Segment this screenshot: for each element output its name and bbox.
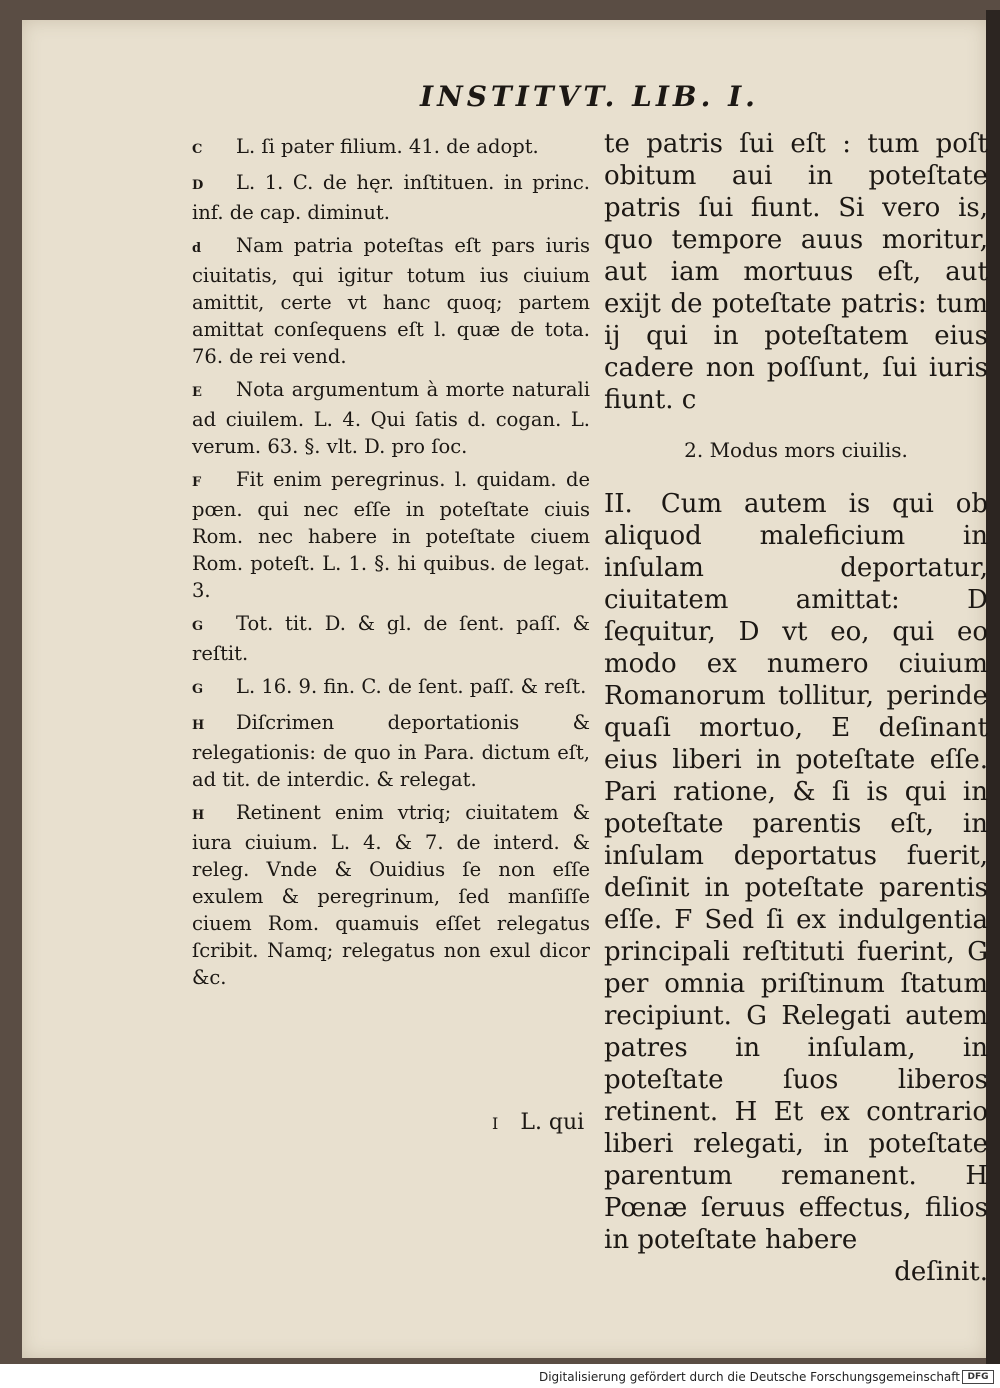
marginal-note bbox=[192, 709, 590, 793]
catchword-text: L. qui bbox=[520, 1110, 585, 1135]
paragraph-number: II. bbox=[604, 489, 633, 519]
dfg-logo: DFG bbox=[962, 1370, 994, 1384]
note-text: Nota argumentum à morte naturali ad ciuilem. L. 4. Qui ſatis d. cogan. L. verum. 63. §. vlt. D. pro ſoc. bbox=[192, 378, 590, 458]
paragraph-2-text: Cum autem is qui ob aliquod maleficium in inſulam deportatur, ciuitatem amittat: D ſequitur, D vt eo, qui eo modo ex numero ciuium Romanorum tollitur, perinde quaſi mortuo, E deſinant eius liberi in poteſtate eſſe. Pari ratione, & ſi is qui in poteſtate parentis eſt, in inſulam deportatus fuerit, deſinit in poteſtate parentis eſſe. F Sed ſi ex indulgentia principali reſtituti fuerint, G per omnia priſtinum ſtatum recipiunt. G Relegati autem patres in inſulam, in poteſtate ſuos liberos retinent. H Et ex contrario liberi relegati, in poteſtate parentum remanent. H Pœnæ ſeruus effectus, filios in poteſtate habere bbox=[604, 489, 988, 1255]
note-text: L. ſi pater filium. 41. de adopt. bbox=[236, 135, 539, 158]
main-text-column bbox=[604, 128, 988, 1288]
note-text: L. 16. 9. fin. C. de ſent. paſſ. & reſt. bbox=[236, 675, 587, 698]
marginal-note bbox=[192, 232, 590, 370]
note-text: L. 1. C. de hęr. inſtituen. in princ. inf. de cap. diminut. bbox=[192, 171, 590, 224]
running-head: INSTITVT. LIB. I. bbox=[420, 80, 759, 113]
marginal-note bbox=[192, 133, 590, 163]
marginal-note bbox=[192, 376, 590, 460]
note-text: Nam patria poteſtas eſt pars iuris ciuitatis, qui igitur totum ius ciuium amittit, certe vt hanc quoq; partem amittat conſequens eſt l. quæ de tota. 76. de rei vend. bbox=[192, 234, 590, 368]
marginal-note bbox=[192, 673, 590, 703]
marginal-note bbox=[192, 466, 590, 604]
note-marker: E bbox=[192, 385, 202, 400]
catchword bbox=[492, 1110, 584, 1135]
page-edge bbox=[986, 10, 1000, 1364]
signature-mark: I bbox=[492, 1114, 499, 1133]
notes-column bbox=[192, 133, 590, 997]
note-text: Diſcrimen deportationis & relegationis: de quo in Para. dictum eſt, ad tit. de interdic. & relegat. bbox=[192, 711, 590, 791]
main-paragraph-2 bbox=[604, 488, 988, 1256]
note-marker: D bbox=[192, 178, 204, 193]
marginal-note bbox=[192, 610, 590, 667]
main-paragraph-1: te patris ſui eſt : tum poſt obitum aui in poteſtate patris ſui fiunt. Si vero is, quo tempore auus moritur, aut iam mortuus eſt, aut exijt de poteſtate patris: tum ij qui in poteſtatem eius cadere non poſſunt, ſui iuris fiunt. c bbox=[604, 129, 988, 415]
section-subheading: 2. Modus mors ciuilis. bbox=[684, 438, 908, 462]
note-marker: G bbox=[192, 619, 204, 634]
note-marker: G bbox=[192, 682, 204, 697]
marginal-note bbox=[192, 799, 590, 991]
note-marker: H bbox=[192, 808, 205, 823]
note-text: Retinent enim vtriq; ciuitatem & iura ciuium. L. 4. & 7. de interd. & releg. Vnde & Ouidius ſe non eſſe exulem & peregrinum, ſed manſiſſe ciuem Rom. quamuis eſſet relegatus ſcribit. Namq; relegatus non exul dicor &c. bbox=[192, 801, 590, 989]
final-word: deſinit. bbox=[894, 1257, 988, 1287]
marginal-note bbox=[192, 169, 590, 226]
digitization-credit: Digitalisierung gefördert durch die Deutsche Forschungsgemeinschaft bbox=[538, 1370, 960, 1384]
note-marker: C bbox=[192, 142, 203, 157]
note-text: Tot. tit. D. & gl. de ſent. paſſ. & reſtit. bbox=[192, 612, 590, 665]
note-marker: H bbox=[192, 718, 205, 733]
note-text: Fit enim peregrinus. l. quidam. de pœn. qui nec eſſe in poteſtate ciuis Rom. nec habere in poteſtate ciuem Rom. poteſt. L. 1. §. hi quibus. de legat. 3. bbox=[192, 468, 590, 602]
note-marker: d bbox=[192, 241, 202, 256]
note-marker: F bbox=[192, 475, 202, 490]
